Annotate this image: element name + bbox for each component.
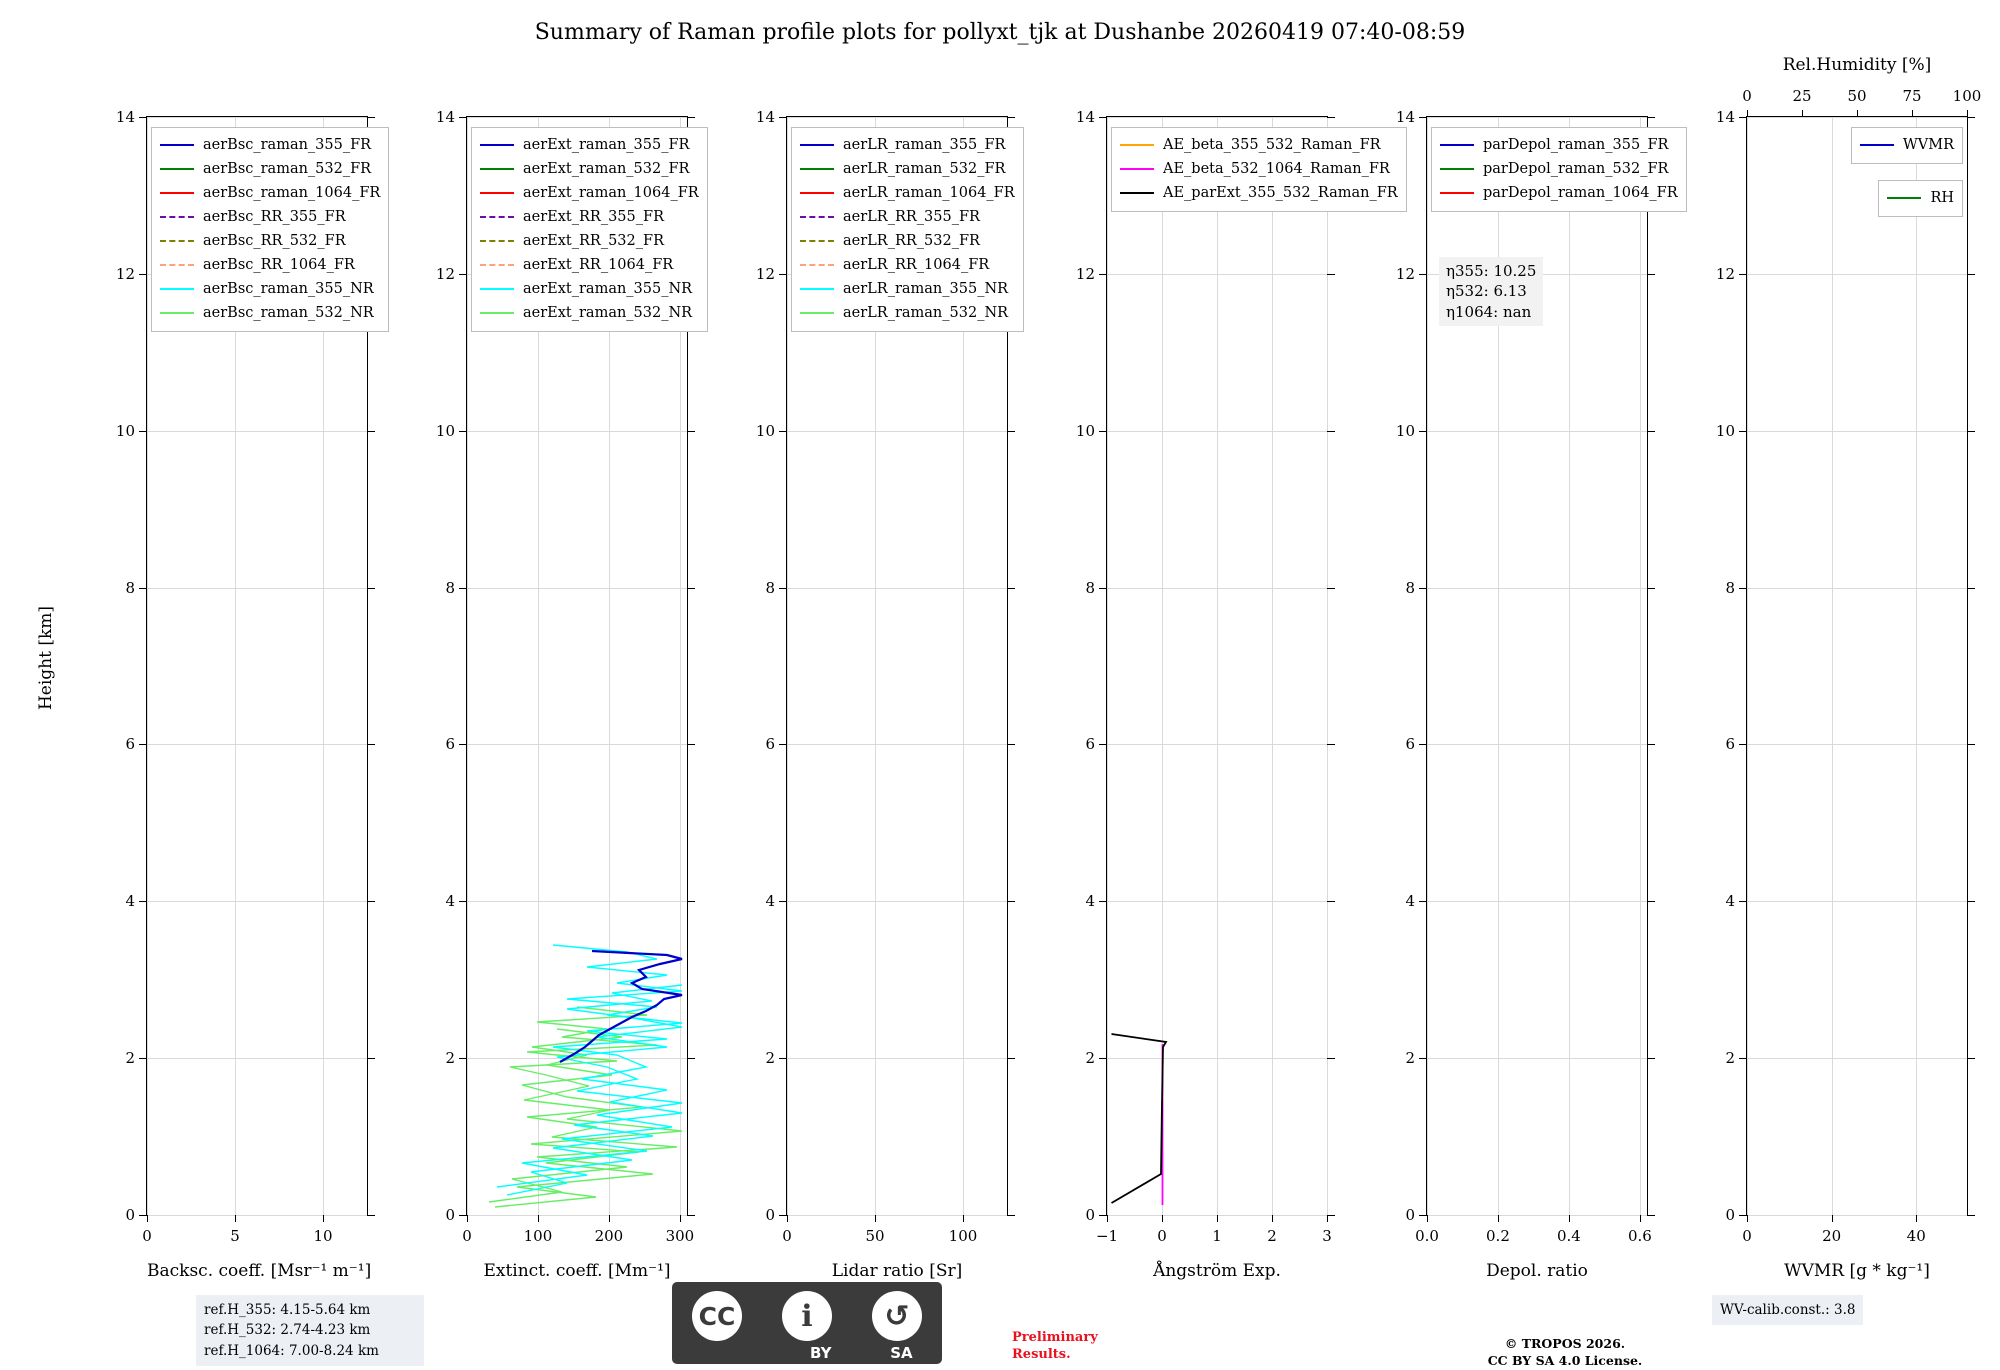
top-x-tick-label: 25 (1792, 87, 1812, 105)
legend-swatch (480, 288, 514, 290)
y-tick-label: 8 (1085, 578, 1095, 597)
y-tick-label: 14 (1395, 108, 1415, 126)
y-tick-label: 14 (435, 108, 455, 126)
legend-label: aerExt_raman_355_NR (523, 281, 693, 297)
x-tick-label: 40 (1906, 1227, 1926, 1245)
wv-calib-note: WV-calib.const.: 3.8 (1712, 1295, 1863, 1325)
panel-depol-ratio (1380, 108, 1678, 1281)
y-tick-label: 10 (435, 421, 455, 440)
x-tick-label: 20 (1822, 1227, 1842, 1245)
y-tick-label: 4 (1085, 892, 1095, 911)
tropos-line-1: © TROPOS 2026. (1504, 1336, 1626, 1351)
x-axis-title: Extinct. coeff. [Mm⁻¹] (483, 1261, 671, 1281)
cc-sa-icon: ↺ (872, 1291, 922, 1341)
legend-swatch (480, 240, 514, 242)
y-tick-label: 2 (1085, 1049, 1095, 1068)
eta-annotation (1439, 257, 1543, 326)
panel-extinction (420, 108, 699, 1281)
legend-label: parDepol_raman_1064_FR (1483, 185, 1678, 201)
ref-h-532: ref.H_532: 2.74-4.23 km (204, 1322, 371, 1339)
y-tick-label: 10 (1715, 421, 1735, 440)
y-tick-label: 2 (125, 1049, 135, 1068)
preliminary-line-2: Results. (1012, 1346, 1071, 1362)
panel-wvmr (1700, 55, 1982, 1281)
legend-swatch (1120, 144, 1154, 146)
legend-swatch (160, 192, 194, 194)
y-tick-label: 6 (445, 735, 455, 754)
y-tick-label: 12 (435, 264, 455, 283)
reference-heights-note (196, 1295, 424, 1366)
panel-angstrom (1060, 108, 1398, 1281)
x-axis-title: WVMR [g * kg⁻¹] (1784, 1261, 1930, 1281)
legend-swatch (1860, 144, 1894, 146)
plot-area-lidar-ratio (755, 108, 1015, 1281)
legend-depol-ratio (1431, 127, 1687, 212)
x-tick-label: 300 (665, 1227, 695, 1245)
y-tick-label: 4 (1405, 892, 1415, 911)
x-tick-label: 10 (313, 1227, 333, 1245)
legend-swatch (800, 288, 834, 290)
x-axis-title: Lidar ratio [Sr] (831, 1261, 963, 1281)
legend-swatch (160, 312, 194, 314)
top-x-tick-label: 50 (1847, 87, 1867, 105)
y-tick-label: 0 (125, 1206, 135, 1224)
y-tick-label: 0 (1405, 1206, 1415, 1224)
y-tick-label: 14 (1075, 108, 1095, 126)
legend-label: aerExt_RR_1064_FR (523, 257, 674, 273)
legend-wvmr (1851, 127, 1963, 164)
cc-by-label: BY (810, 1344, 832, 1362)
legend-label: aerLR_RR_1064_FR (843, 257, 990, 273)
legend-extinction (471, 127, 708, 332)
legend-swatch (800, 216, 834, 218)
cc-by-icon: ℹ (782, 1291, 832, 1341)
legend-label: AE_beta_532_1064_Raman_FR (1163, 161, 1390, 177)
top-x-tick-label: 100 (1952, 87, 1982, 105)
x-tick-label: 0 (1157, 1227, 1167, 1245)
legend-label: aerBsc_raman_532_NR (203, 305, 374, 321)
legend-swatch (480, 264, 514, 266)
x-tick-label: 0.6 (1627, 1227, 1652, 1245)
legend-swatch (160, 216, 194, 218)
y-tick-label: 12 (1075, 264, 1095, 283)
x-tick-label: −1 (1095, 1227, 1119, 1245)
x-tick-label: 0.4 (1556, 1227, 1581, 1245)
legend-swatch (480, 312, 514, 314)
x-tick-label: 0 (142, 1227, 152, 1245)
top-x-tick-label: 75 (1902, 87, 1922, 105)
legend-label: aerBsc_RR_532_FR (203, 233, 346, 249)
legend-label: aerLR_raman_355_FR (843, 137, 1006, 153)
legend-label: aerLR_raman_532_FR (843, 161, 1006, 177)
legend-label: AE_beta_355_532_Raman_FR (1163, 137, 1381, 153)
x-tick-label: 200 (594, 1227, 624, 1245)
eta-1064: η1064: nan (1446, 302, 1532, 321)
x-tick-label: 0 (462, 1227, 472, 1245)
y-tick-label: 2 (1405, 1049, 1415, 1068)
legend-swatch (1440, 144, 1474, 146)
y-tick-label: 14 (1715, 108, 1735, 126)
y-tick-label: 12 (1715, 264, 1735, 283)
legend-swatch (800, 264, 834, 266)
x-tick-label: 0 (1742, 1227, 1752, 1245)
legend-label: aerBsc_RR_355_FR (203, 209, 346, 225)
page-title: Summary of Raman profile plots for pollyxt_tjk at Dushanbe 20260419 07:40-08:59 (534, 20, 1466, 45)
top-x-tick-label: 0 (1742, 87, 1752, 105)
x-tick-label: 100 (523, 1227, 553, 1245)
legend-label: aerLR_raman_532_NR (843, 305, 1009, 321)
x-tick-label: 0 (782, 1227, 792, 1245)
tropos-copyright (1455, 1336, 1675, 1370)
plot-area-extinction (435, 108, 699, 1281)
cc-spacer (701, 1344, 751, 1362)
legend-lidar-ratio (791, 127, 1024, 332)
legend-label: aerExt_RR_355_FR (523, 209, 664, 225)
y-tick-label: 10 (115, 421, 135, 440)
legend-label: aerExt_raman_355_FR (523, 137, 690, 153)
top-x-axis-title: Rel.Humidity [%] (1782, 55, 1932, 75)
preliminary-line-1: Preliminary (1012, 1330, 1098, 1345)
x-tick-label: 3 (1322, 1227, 1332, 1245)
y-tick-label: 2 (1725, 1049, 1735, 1068)
y-tick-label: 10 (1395, 421, 1415, 440)
x-tick-label: 1 (1212, 1227, 1222, 1245)
y-tick-label: 0 (1725, 1206, 1735, 1224)
y-axis-title: Height [km] (36, 605, 57, 711)
legend-label: aerBsc_raman_355_NR (203, 281, 374, 297)
panel-backscatter (36, 108, 381, 1281)
y-tick-label: 12 (115, 264, 135, 283)
x-axis-title: Ångström Exp. (1153, 1261, 1281, 1281)
eta-355: η355: 10.25 (1446, 262, 1537, 280)
legend-swatch (800, 144, 834, 146)
eta-532: η532: 6.13 (1446, 282, 1527, 301)
legend-swatch (160, 168, 194, 170)
legend-swatch (160, 288, 194, 290)
legend-backscatter (151, 127, 389, 332)
legend-swatch (1120, 192, 1154, 194)
y-tick-label: 12 (1395, 264, 1415, 283)
legend-label: aerExt_raman_1064_FR (523, 185, 699, 201)
y-tick-label: 2 (445, 1049, 455, 1068)
tropos-line-2: CC BY SA 4.0 License. (1487, 1352, 1643, 1368)
legend-swatch (480, 216, 514, 218)
y-tick-label: 2 (765, 1049, 775, 1068)
x-tick-label: 5 (230, 1227, 240, 1245)
y-tick-label: 0 (765, 1206, 775, 1224)
plot-area-angstrom (1075, 108, 1398, 1281)
y-tick-label: 0 (445, 1206, 455, 1224)
legend-label: RH (1930, 190, 1954, 206)
legend-swatch (800, 192, 834, 194)
legend-label: aerLR_raman_355_NR (843, 281, 1009, 297)
y-tick-label: 10 (755, 421, 775, 440)
legend-label: aerExt_raman_532_NR (523, 305, 693, 321)
legend-label: parDepol_raman_532_FR (1483, 161, 1669, 177)
x-tick-label: 0.0 (1415, 1227, 1439, 1245)
legend-label: aerExt_RR_532_FR (523, 233, 664, 249)
y-tick-label: 8 (765, 578, 775, 597)
legend-swatch (480, 192, 514, 194)
y-tick-label: 4 (445, 892, 455, 911)
y-tick-label: 4 (125, 892, 135, 911)
x-tick-label: 2 (1267, 1227, 1277, 1245)
y-tick-label: 10 (1075, 421, 1095, 440)
cc-icon: CC (692, 1291, 742, 1341)
x-tick-label: 0.2 (1486, 1227, 1510, 1245)
y-tick-label: 12 (755, 264, 775, 283)
cc-sa-label: SA (890, 1344, 913, 1362)
legend-swatch (800, 240, 834, 242)
y-tick-label: 0 (1085, 1206, 1095, 1224)
legend-swatch (480, 168, 514, 170)
y-tick-label: 6 (125, 735, 135, 754)
legend-label: aerBsc_raman_355_FR (203, 137, 372, 153)
y-tick-label: 14 (755, 108, 775, 126)
plot-area-wvmr (1715, 55, 1982, 1281)
legend-label: aerExt_raman_532_FR (523, 161, 690, 177)
legend-label: aerLR_RR_532_FR (843, 233, 980, 249)
cc-license-badge[interactable] (672, 1282, 942, 1364)
legend-swatch (800, 312, 834, 314)
preliminary-note (1012, 1330, 1098, 1364)
y-tick-label: 8 (1405, 578, 1415, 597)
legend-swatch (1440, 168, 1474, 170)
plot-area-backscatter (115, 108, 381, 1281)
y-tick-label: 6 (1405, 735, 1415, 754)
legend-swatch (1440, 192, 1474, 194)
legend-label: AE_parExt_355_532_Raman_FR (1163, 185, 1398, 201)
y-tick-label: 8 (445, 578, 455, 597)
y-tick-label: 6 (1725, 735, 1735, 754)
y-tick-label: 4 (765, 892, 775, 911)
ref-h-1064: ref.H_1064: 7.00-8.24 km (204, 1342, 379, 1359)
x-tick-label: 100 (948, 1227, 978, 1245)
legend-swatch (160, 144, 194, 146)
ref-h-355: ref.H_355: 4.15-5.64 km (204, 1302, 371, 1318)
legend-label: parDepol_raman_355_FR (1483, 137, 1669, 153)
legend-swatch (160, 240, 194, 242)
legend-swatch (1120, 168, 1154, 170)
legend-angstrom (1111, 127, 1407, 212)
legend-label: aerBsc_RR_1064_FR (203, 257, 355, 273)
legend-rh (1878, 180, 1963, 217)
legend-swatch (800, 168, 834, 170)
legend-swatch (480, 144, 514, 146)
y-tick-label: 4 (1725, 892, 1735, 911)
x-axis-title: Depol. ratio (1486, 1261, 1588, 1281)
angstrom-curves (1107, 117, 1329, 1217)
legend-label: WVMR (1902, 137, 1954, 153)
legend-label: aerLR_RR_355_FR (843, 209, 980, 225)
plot-grid (0, 55, 2000, 1281)
y-tick-label: 8 (1725, 578, 1735, 597)
y-tick-label: 14 (115, 108, 135, 126)
legend-label: aerBsc_raman_1064_FR (203, 185, 381, 201)
y-tick-label: 6 (765, 735, 775, 754)
legend-swatch (160, 264, 194, 266)
y-tick-label: 6 (1085, 735, 1095, 754)
x-axis-title: Backsc. coeff. [Msr⁻¹ m⁻¹] (147, 1261, 372, 1281)
x-tick-label: 50 (865, 1227, 885, 1245)
plot-area-depol-ratio (1395, 108, 1678, 1281)
legend-swatch (1887, 197, 1921, 199)
legend-label: aerLR_raman_1064_FR (843, 185, 1015, 201)
legend-label: aerBsc_raman_532_FR (203, 161, 372, 177)
panel-lidar-ratio (740, 108, 1015, 1281)
y-tick-label: 8 (125, 578, 135, 597)
